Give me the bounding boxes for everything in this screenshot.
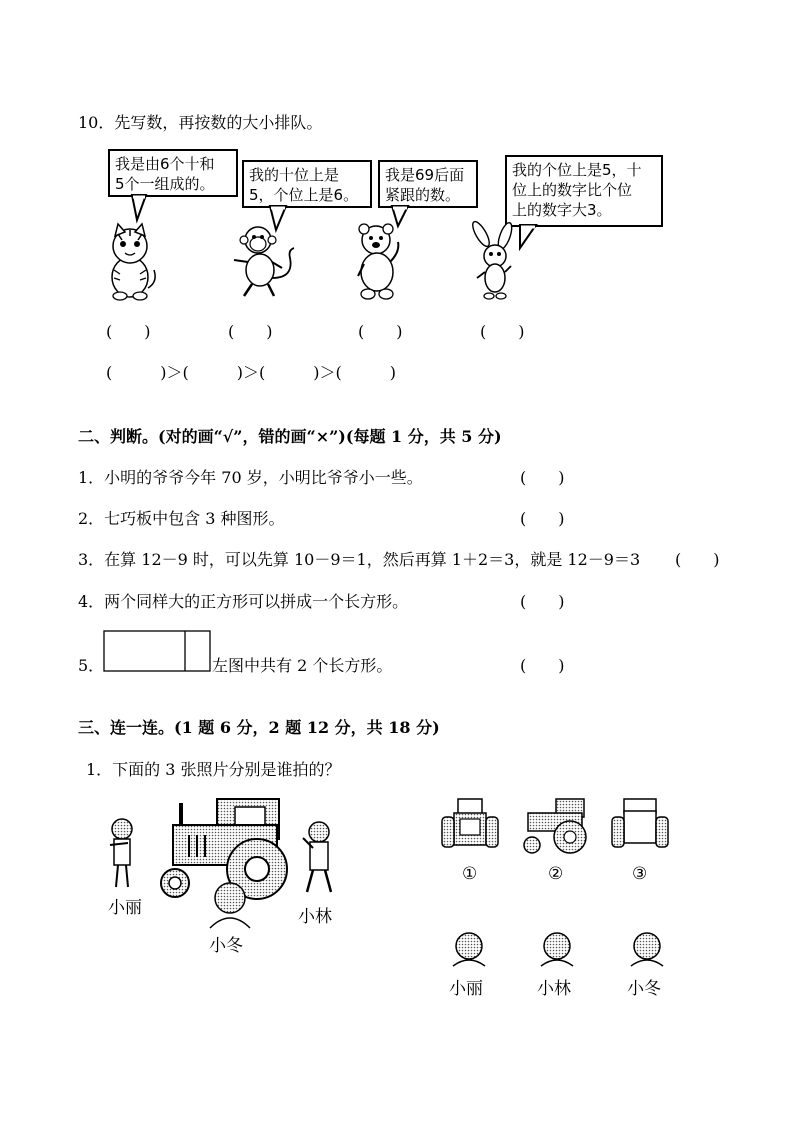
answer-blank[interactable]: ( ) (106, 322, 151, 341)
photo-label-2: ② (548, 864, 564, 884)
judge-item-3: 3．在算 12－9 时，可以先算 10－9＝1，然后再算 1＋2＝3，就是 12－9＝3 (78, 550, 641, 569)
rabbit-speech-bubble: 我的个位上是5，十 位上的数字比个位 上的数字大3。 (505, 155, 663, 227)
photo-front-tractor-icon[interactable] (440, 795, 500, 855)
section2-heading: 二、判断。(对的画“√”，错的画“×”)(每题 1 分，共 5 分) (78, 427, 502, 446)
girl-xiaoli-icon (102, 815, 142, 895)
judge-blank-5[interactable]: ( ) (520, 656, 565, 675)
name-label-xiaoli: 小丽 (108, 898, 142, 918)
tractor-scene-icon (145, 795, 395, 905)
monkey-icon (228, 222, 298, 302)
monkey-speech-bubble: 我的十位上是 5，个位上是6。 (242, 160, 372, 208)
head-xiaolin-icon[interactable] (537, 928, 577, 968)
answer-blank[interactable]: ( ) (480, 322, 525, 341)
cat-speech-bubble: 我是由6个十和 5个一组成的。 (108, 149, 238, 197)
section3-q1: 1．下面的 3 张照片分别是谁拍的？ (86, 760, 341, 779)
bear-icon (350, 222, 410, 302)
photo-label-3: ③ (632, 864, 648, 884)
judge-item-4: 4．两个同样大的正方形可以拼成一个长方形。 (78, 592, 409, 611)
boy-xiaolin-icon (295, 818, 345, 898)
section3-heading: 三、连一连。(1 题 6 分，2 题 12 分，共 18 分) (78, 718, 440, 737)
answer-blank[interactable]: ( ) (228, 322, 273, 341)
ordering-row[interactable]: ( )＞( )＞( )＞( ) (106, 363, 396, 382)
rabbit-icon (465, 222, 525, 302)
cat-icon (100, 222, 160, 302)
person-label-3: 小冬 (627, 979, 661, 999)
judge-blank-3[interactable]: ( ) (675, 550, 720, 569)
judge-blank-1[interactable]: ( ) (520, 468, 565, 487)
bear-speech-bubble: 我是69后面 紧跟的数。 (378, 160, 478, 208)
judge-blank-4[interactable]: ( ) (520, 592, 565, 611)
rectangle-figure (103, 630, 211, 672)
photo-back-tractor-icon[interactable] (610, 795, 670, 855)
boy-xiaodong-icon (205, 880, 255, 930)
answer-blank[interactable]: ( ) (358, 322, 403, 341)
person-label-1: 小丽 (449, 979, 483, 999)
judge-item-1: 1．小明的爷爷今年 70 岁，小明比爷爷小一些。 (78, 468, 423, 487)
photo-label-1: ① (462, 864, 478, 884)
judge-blank-2[interactable]: ( ) (520, 509, 565, 528)
judge-item-5-number: 5． (78, 656, 105, 675)
head-xiaodong-icon[interactable] (627, 928, 667, 968)
person-label-2: 小林 (537, 979, 571, 999)
photo-side-tractor-icon[interactable] (520, 797, 596, 857)
name-label-xiaodong: 小冬 (209, 936, 243, 956)
name-label-xiaolin: 小林 (298, 907, 332, 927)
head-xiaoli-icon[interactable] (449, 928, 489, 968)
judge-item-2: 2．七巧板中包含 3 种图形。 (78, 509, 285, 528)
q10-title: 10．先写数，再按数的大小排队。 (78, 113, 323, 132)
judge-item-5: 左图中共有 2 个长方形。 (212, 656, 393, 675)
